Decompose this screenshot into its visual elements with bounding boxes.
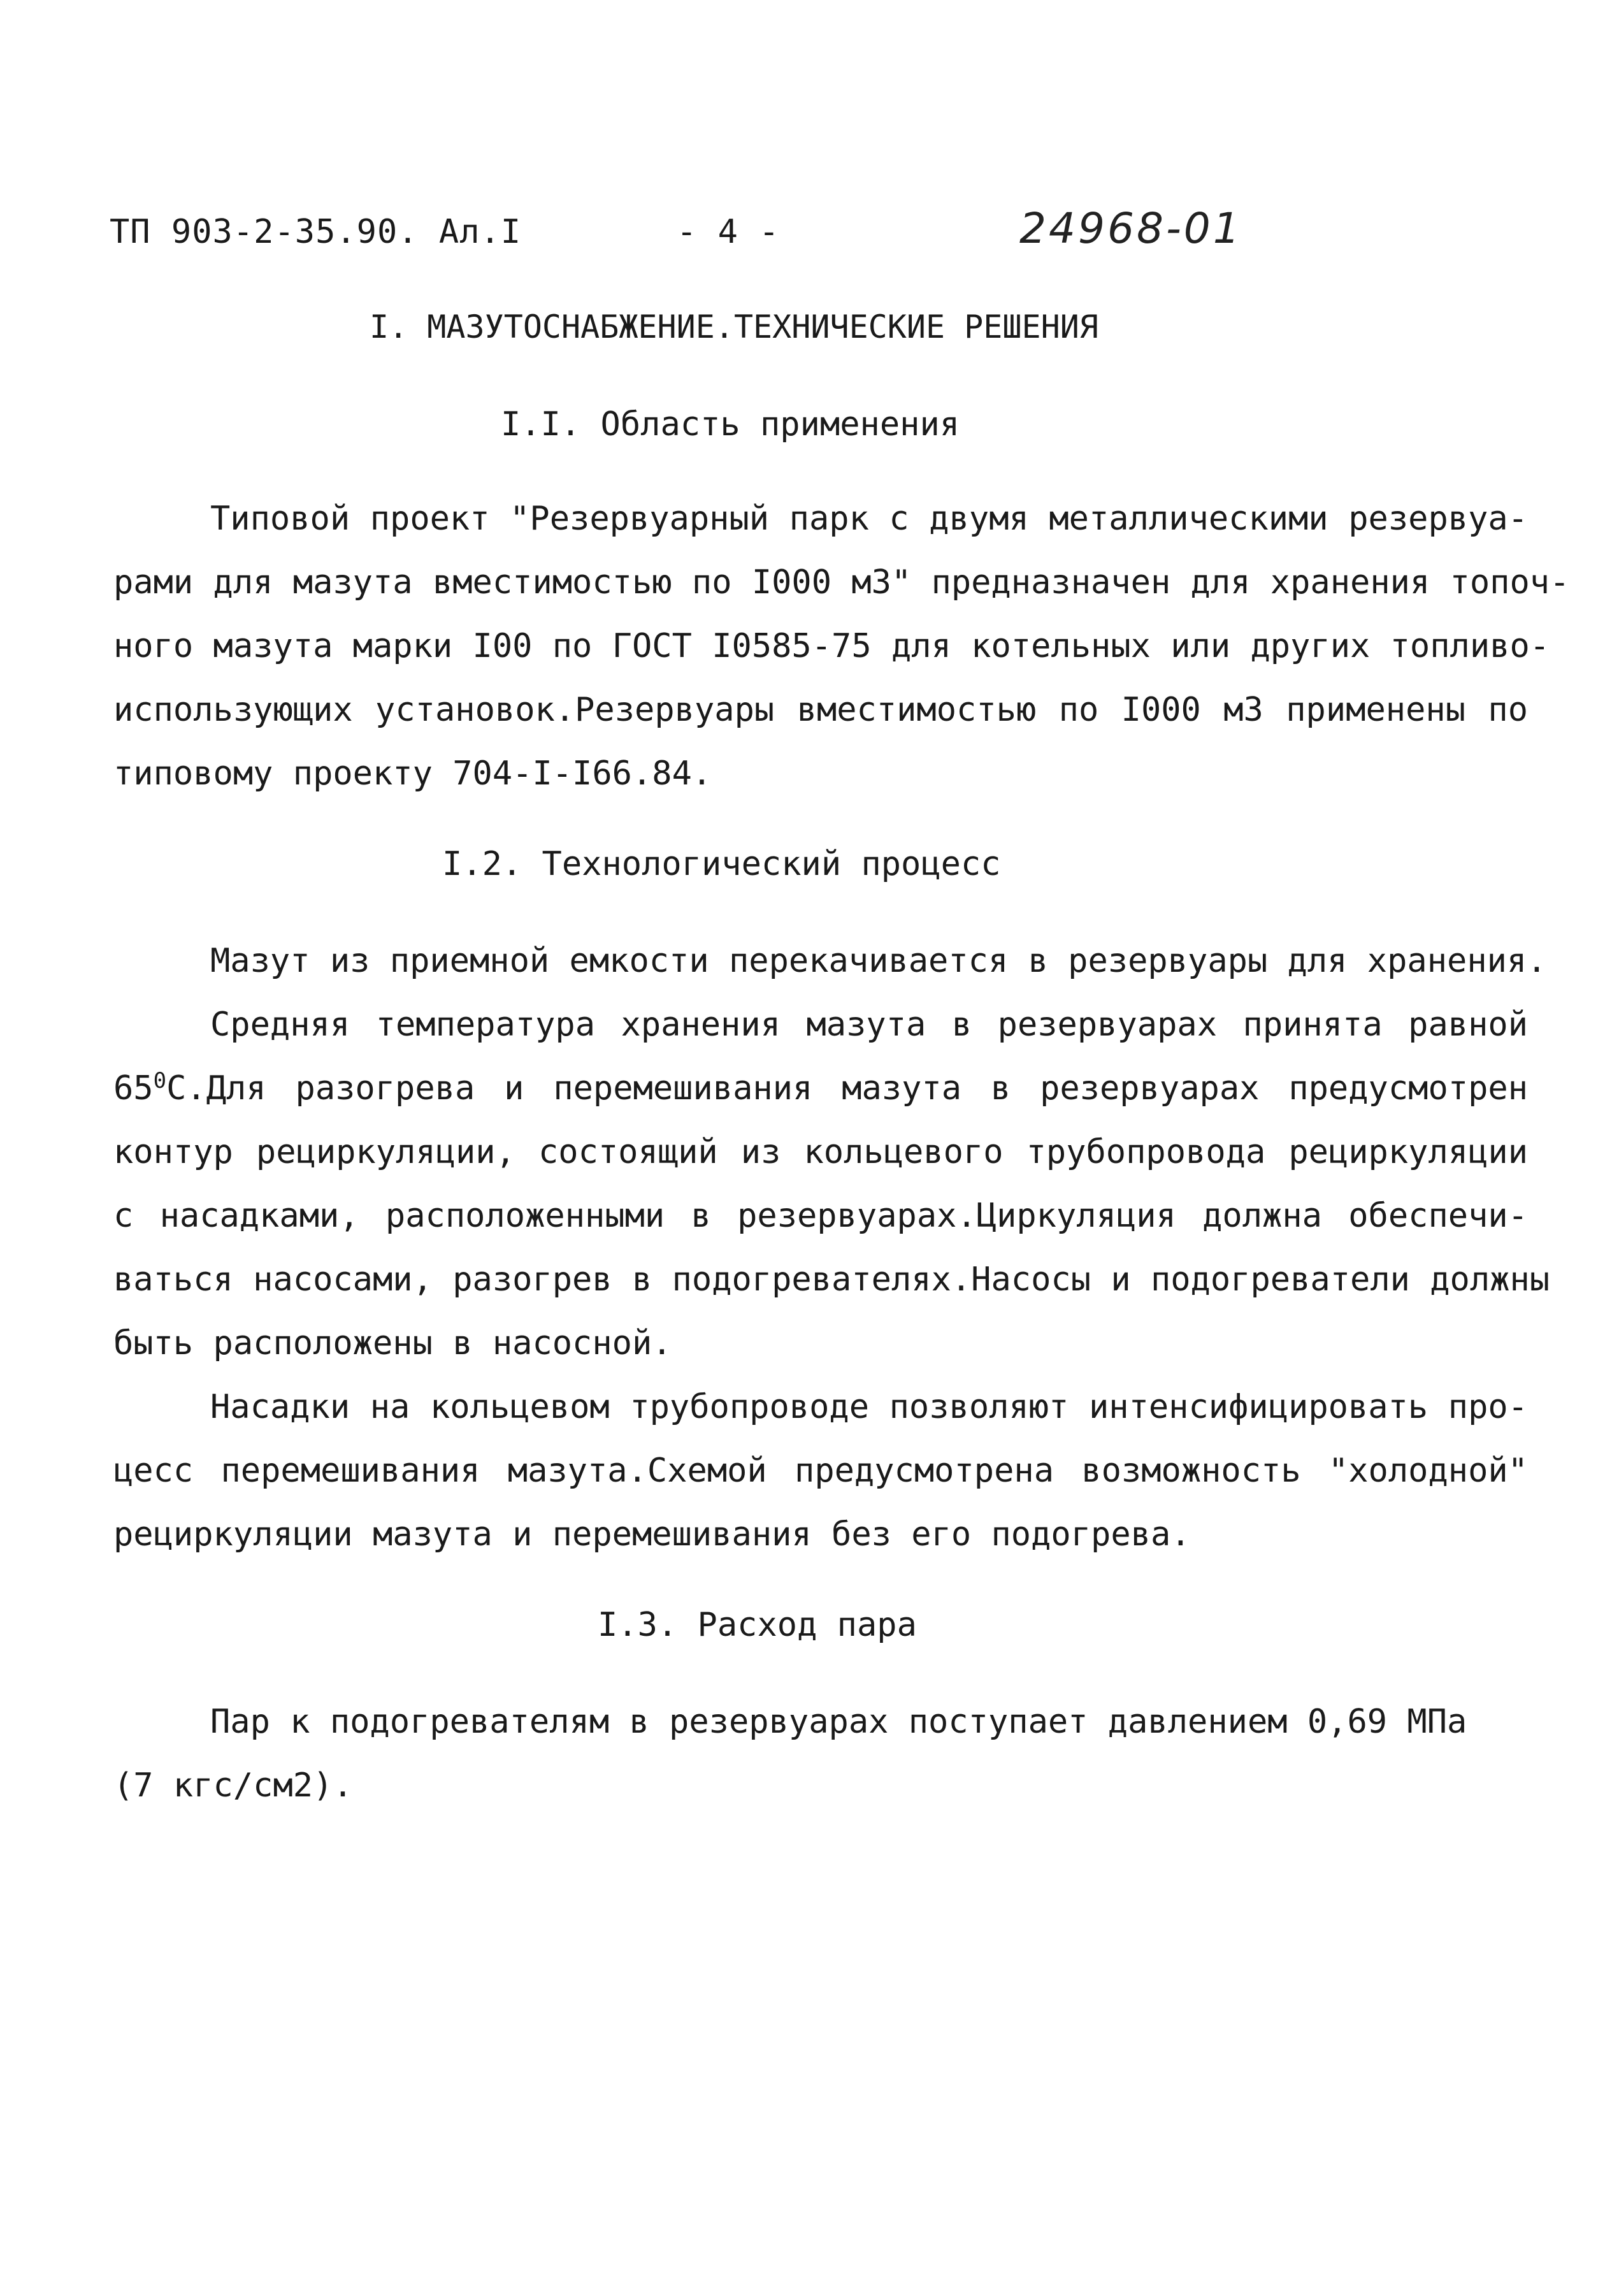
document-title: I. МАЗУТОСНАБЖЕНИЕ.ТЕХНИЧЕСКИЕ РЕШЕНИЯ: [370, 308, 1098, 345]
paragraph-line: использующих установок.Резервуары вместимостью по I000 м3 применены по: [113, 691, 1528, 729]
document-code: ТП 903-2-35.90. Ал.I: [110, 213, 522, 251]
paragraph-line: Пар к подогревателям в резервуарах поступает давлением 0,69 МПа: [210, 1703, 1467, 1741]
paragraph-line: быть расположены в насосной.: [113, 1324, 672, 1362]
section-heading: I.I. Область применения: [501, 405, 960, 444]
section-heading: I.3. Расход пара: [598, 1606, 917, 1644]
paragraph-line-temperature: [113, 1068, 1528, 1108]
handwritten-number: 24968-01: [1019, 204, 1242, 253]
paragraph-line: рами для мазута вместимостью по I000 м3" предназначен для хранения топоч-: [113, 563, 1570, 602]
paragraph-line-text: С.Для разогрева и перемешивания мазута в резервуарах предусмотрен: [166, 1069, 1528, 1108]
paragraph-line: (7 кгс/см2).: [113, 1766, 353, 1805]
paragraph-line: Мазут из приемной емкости перекачивается в резервуары для хранения.: [210, 942, 1547, 980]
page-number: - 4 -: [677, 213, 780, 251]
paragraph-line: с насадками, расположенными в резервуарах.Циркуляция должна обеспечи-: [113, 1197, 1528, 1235]
paragraph-line: цесс перемешивания мазута.Схемой предусмотрена возможность "холодной": [113, 1452, 1528, 1490]
paragraph-line: Насадки на кольцевом трубопроводе позволяют интенсифицировать про-: [210, 1388, 1528, 1426]
temperature-value: 65: [113, 1069, 154, 1108]
paragraph-line: контур рециркуляции, состоящий из кольцевого трубопровода рециркуляции: [113, 1133, 1528, 1171]
section-heading: I.2. Технологический процесс: [442, 845, 1001, 883]
degree-mark: 0: [153, 1068, 167, 1094]
paragraph-line: рециркуляции мазута и перемешивания без его подогрева.: [113, 1515, 1191, 1554]
paragraph-line: Средняя температура хранения мазута в резервуарах принята равной: [210, 1006, 1528, 1044]
paragraph-line: ваться насосами, разогрев в подогревателях.Насосы и подогреватели должны: [113, 1260, 1550, 1299]
paragraph-line: Типовой проект "Резервуарный парк с двумя металлическими резервуа-: [210, 500, 1528, 538]
paragraph-line: типовому проекту 704-I-I66.84.: [113, 755, 712, 793]
paragraph-line: ного мазута марки I00 по ГОСТ I0585-75 для котельных или других топливо-: [113, 627, 1550, 665]
